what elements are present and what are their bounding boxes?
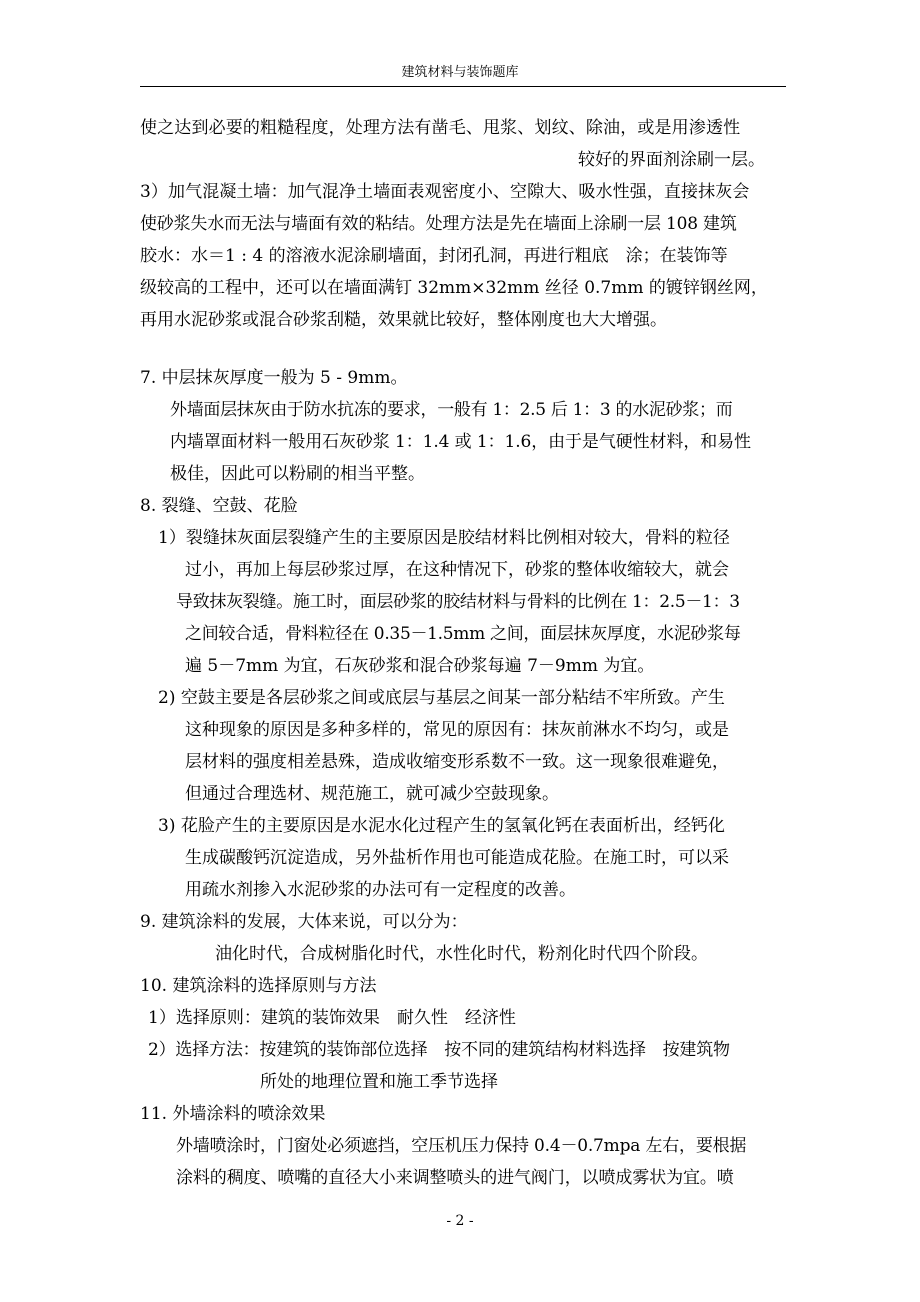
text-line: 用疏水剂掺入水泥砂浆的办法可有一定程度的改善。 bbox=[185, 880, 576, 900]
text-line: 之间较合适，骨料粒径在 0.35－1.5mm 之间，面层抹灰厚度，水泥砂浆每 bbox=[185, 624, 741, 644]
text-line: 3）加气混凝土墙：加气混净土墙面表观密度小、空隙大、吸水性强，直接抹灰会 bbox=[140, 182, 750, 202]
header-divider bbox=[140, 86, 786, 87]
section-heading: 11. 外墙涂料的喷涂效果 bbox=[140, 1104, 326, 1124]
section-heading: 10. 建筑涂料的选择原则与方法 bbox=[140, 976, 377, 996]
text-line: 2) 空鼓主要是各层砂浆之间或底层与基层之间某一部分粘结不牢所致。产生 bbox=[158, 688, 725, 708]
text-line: 油化时代，合成树脂化时代，水性化时代，粉剂化时代四个阶段。 bbox=[215, 944, 708, 964]
text-line: 级较高的工程中，还可以在墙面满钉 32mm×32mm 丝径 0.7mm 的镀锌钢丝网， bbox=[140, 278, 768, 298]
text-line: 使之达到必要的粗糙程度，处理方法有凿毛、甩浆、划纹、除油，或是用渗透性 bbox=[140, 118, 741, 138]
text-line: 胶水：水＝1 : 4 的溶液水泥涂刷墙面，封闭孔洞，再进行粗底 涂；在装饰等 bbox=[140, 246, 728, 266]
text-line: 3) 花脸产生的主要原因是水泥水化过程产生的氢氧化钙在表面析出，经钙化 bbox=[158, 816, 725, 836]
page-header: 建筑材料与装饰题库 bbox=[401, 65, 519, 80]
text-line: 所处的地理位置和施工季节选择 bbox=[260, 1072, 498, 1092]
text-line: 生成碳酸钙沉淀造成，另外盐析作用也可能造成花脸。在施工时，可以采 bbox=[185, 848, 729, 868]
text-line: 外墙喷涂时，门窗处必须遮挡，空压机压力保持 0.4－0.7mpa 左右，要根据 bbox=[176, 1136, 747, 1156]
text-line: 2）选择方法：按建筑的装饰部位选择 按不同的建筑结构材料选择 按建筑物 bbox=[148, 1040, 730, 1060]
section-heading: 7. 中层抹灰厚度一般为 5 - 9mm。 bbox=[140, 368, 408, 388]
text-line: 1）裂缝抹灰面层裂缝产生的主要原因是胶结材料比例相对较大，骨料的粒径 bbox=[158, 528, 730, 548]
page-number: - 2 - bbox=[446, 1213, 474, 1229]
text-line: 层材料的强度相差悬殊，造成收缩变形系数不一致。这一现象很难避免， bbox=[185, 752, 729, 772]
text-line: 过小，再加上每层砂浆过厚，在这种情况下，砂浆的整体收缩较大，就会 bbox=[185, 560, 729, 580]
text-line: 外墙面层抹灰由于防水抗冻的要求，一般有 1：2.5 后 1：3 的水泥砂浆；而 bbox=[170, 400, 733, 420]
text-line: 导致抹灰裂缝。施工时，面层砂浆的胶结材料与骨料的比例在 1：2.5－1：3 bbox=[176, 592, 740, 612]
text-line: 较好的界面剂涂刷一层。 bbox=[578, 150, 765, 170]
section-heading: 8. 裂缝、空鼓、花脸 bbox=[140, 496, 298, 516]
text-line: 极佳，因此可以粉刷的相当平整。 bbox=[170, 464, 425, 484]
text-line: 涂料的稠度、喷嘴的直径大小来调整喷头的进气阀门，以喷成雾状为宜。喷 bbox=[176, 1168, 734, 1188]
text-line: 再用水泥砂浆或混合砂浆刮糙，效果就比较好，整体刚度也大大增强。 bbox=[140, 310, 667, 330]
section-heading: 9. 建筑涂料的发展，大体来说，可以分为： bbox=[140, 912, 468, 932]
text-line: 这种现象的原因是多种多样的，常见的原因有：抹灰前淋水不均匀，或是 bbox=[185, 720, 729, 740]
text-line: 1）选择原则：建筑的装饰效果 耐久性 经济性 bbox=[148, 1008, 516, 1028]
text-line: 内墙罩面材料一般用石灰砂浆 1：1.4 或 1：1.6，由于是气硬性材料，和易性 bbox=[170, 432, 751, 452]
text-line: 遍 5－7mm 为宜，石灰砂浆和混合砂浆每遍 7－9mm 为宜。 bbox=[185, 656, 655, 676]
text-line: 使砂浆失水而无法与墙面有效的粘结。处理方法是先在墙面上涂刷一层 108 建筑 bbox=[140, 214, 737, 234]
text-line: 但通过合理选材、规范施工，就可减少空鼓现象。 bbox=[185, 784, 559, 804]
